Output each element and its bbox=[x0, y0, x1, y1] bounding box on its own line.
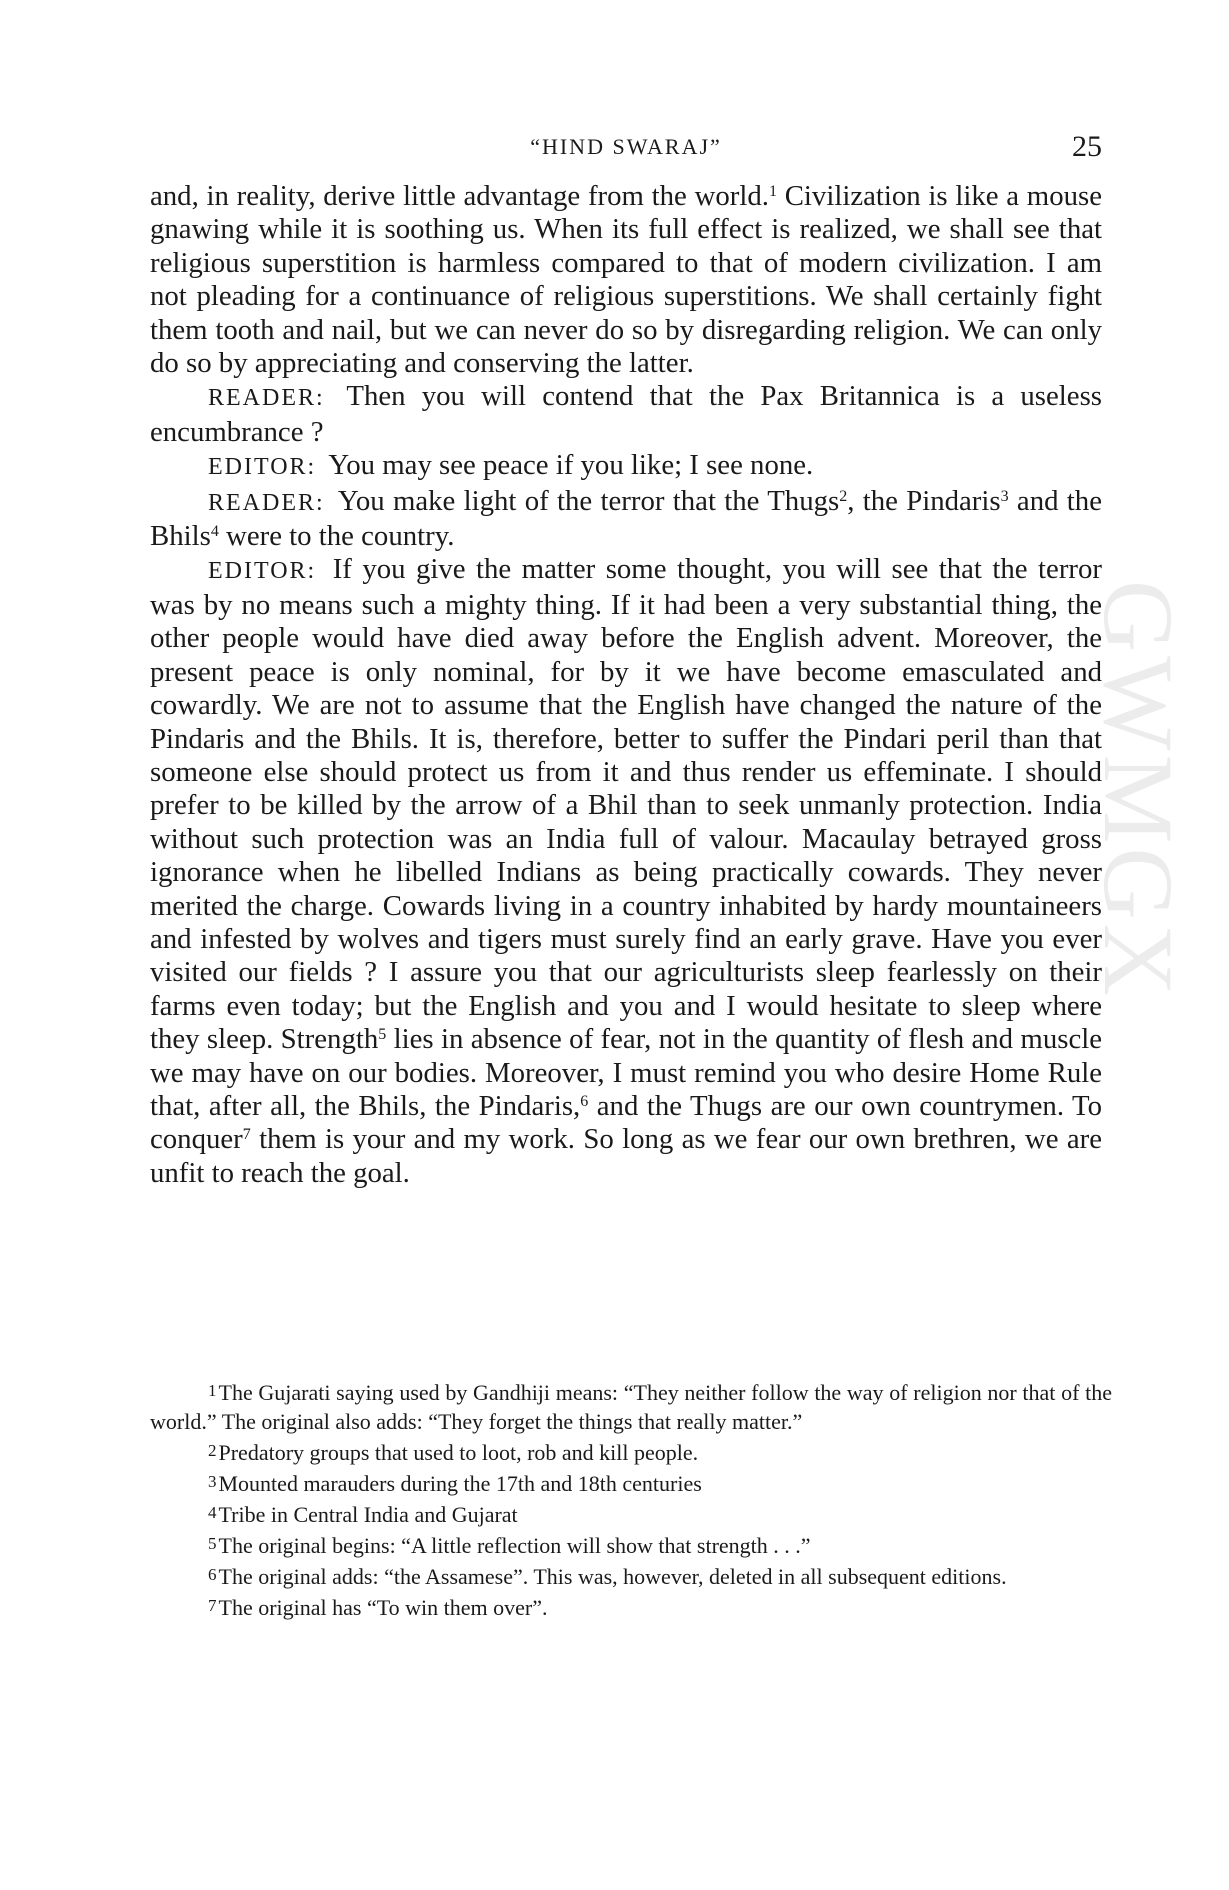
footnote-ref: 3 bbox=[1000, 487, 1009, 505]
footnote-ref: 2 bbox=[839, 487, 848, 505]
text-run: and the Bhils bbox=[150, 484, 1102, 553]
speaker-label: EDITOR: bbox=[208, 558, 317, 585]
speaker-label: READER: bbox=[208, 489, 325, 516]
footnote-mark: 3 bbox=[208, 1472, 217, 1491]
footnote-mark: 6 bbox=[208, 1565, 217, 1584]
footnote-text: The original has “To win them over”. bbox=[218, 1595, 548, 1620]
dialogue-reader-2 bbox=[150, 485, 1102, 554]
footnote-ref: 5 bbox=[378, 1026, 387, 1044]
page-number: 25 bbox=[1072, 130, 1102, 163]
text-run: lies in absence of fear, not in the quantity of flesh and muscle we may have on our bodies. Moreover, I must remind you who desire Home Rule that, after all, the Bhils, the Pindaris, bbox=[150, 1023, 1103, 1122]
dialogue-reader-1 bbox=[150, 380, 1102, 449]
running-title: “HIND SWARAJ” bbox=[530, 134, 722, 159]
text-run: were to the country. bbox=[218, 520, 455, 553]
text-run: them is your and my work. So long as we fear our own brethren, we are unfit to reach the goal. bbox=[150, 1123, 1102, 1189]
footnote bbox=[150, 1376, 1112, 1436]
footnote bbox=[150, 1498, 1112, 1529]
footnote-ref: 6 bbox=[580, 1092, 589, 1110]
footnote-mark: 1 bbox=[208, 1381, 217, 1400]
footnote-mark: 2 bbox=[208, 1441, 217, 1460]
footnote bbox=[150, 1436, 1112, 1467]
footnote-text: Tribe in Central India and Gujarat bbox=[218, 1502, 518, 1527]
footnotes bbox=[150, 1376, 1112, 1622]
speaker-label: EDITOR: bbox=[208, 454, 317, 481]
footnote-text: The original adds: “the Assamese”. This was, however, deleted in all subsequent editions. bbox=[218, 1564, 1007, 1589]
footnote-mark: 4 bbox=[208, 1503, 217, 1522]
footnote-mark: 7 bbox=[208, 1596, 217, 1615]
paragraph-1 bbox=[150, 180, 1102, 380]
footnote bbox=[150, 1560, 1112, 1591]
dialogue-editor-1 bbox=[150, 449, 1102, 484]
text-run: Civilization is like a mouse gnawing while it is soothing us. When its full effect is realized, we shall see that religious superstition is harmless compared to that of modern civilization. I am not pleading for a continuance of religious superstitions. We shall certainly fight them tooth and nail, but we can never do so by disregarding religion. We can only do so by appreciating and conserving the latter. bbox=[150, 180, 1102, 380]
text-run: You make light of the terror that the Thugs bbox=[337, 484, 840, 517]
footnote-text: Predatory groups that used to loot, rob and kill people. bbox=[218, 1440, 699, 1465]
footnote-ref: 4 bbox=[210, 523, 219, 541]
dialogue-editor-2 bbox=[150, 553, 1102, 1190]
text-run: and, in reality, derive little advantage from the world. bbox=[150, 180, 769, 212]
watermark: GWMGX bbox=[1083, 580, 1194, 1000]
footnote bbox=[150, 1529, 1112, 1560]
text-run: You may see peace if you like; I see none. bbox=[328, 449, 814, 482]
speaker-label: READER: bbox=[208, 385, 325, 412]
page-header bbox=[150, 130, 1102, 170]
footnote-text: The Gujarati saying used by Gandhiji means: “They neither follow the way of religion nor that of the world.” The original also adds: “They forget the things that really matter.” bbox=[150, 1380, 1112, 1434]
footnote bbox=[150, 1467, 1112, 1498]
text-run: and the Thugs are our own countrymen. To conquer bbox=[150, 1089, 1102, 1156]
footnote-text: The original begins: “A little reflection will show that strength . . .” bbox=[218, 1533, 811, 1558]
footnote-mark: 5 bbox=[208, 1534, 217, 1553]
footnote-ref: 7 bbox=[242, 1126, 251, 1144]
text-run: , the Pindaris bbox=[847, 484, 1001, 517]
footnote-text: Mounted marauders during the 17th and 18th centuries bbox=[218, 1471, 702, 1496]
footnote bbox=[150, 1591, 1112, 1622]
footnote-ref: 1 bbox=[768, 183, 777, 200]
text-run: If you give the matter some thought, you will see that the terror was by no means such a mighty thing. If it had been a very substantial thing, the other people would have died away before the English advent. Moreover, the present peace is only nominal, for by it we have become emasculated and cowardly. We are not to assume that the English have changed the nature of the Pindaris and the Bhils. It is, therefore, better to suffer the Pindari peril than that someone else should protect us from it and thus render us effeminate. I should prefer to be killed by the arrow of a Bhil than to seek unmanly protection. India without such protection was an India full of valour. Macaulay betrayed gross ignorance when he libelled Indians as being practically cowards. They never merited the charge. Cowards living in a country inhabited by hardy mountaineers and infested by wolves and tigers must surely find an early grave. Have you ever visited our fields ? I assure you that our agriculturists sleep fearlessly on their farms even today; but the English and you and I would hesitate to sleep where they sleep. Strength bbox=[150, 553, 1102, 1056]
text-run: Then you will contend that the Pax Britannica is a useless encumbrance ? bbox=[150, 380, 1102, 448]
body-text bbox=[150, 180, 1102, 1190]
